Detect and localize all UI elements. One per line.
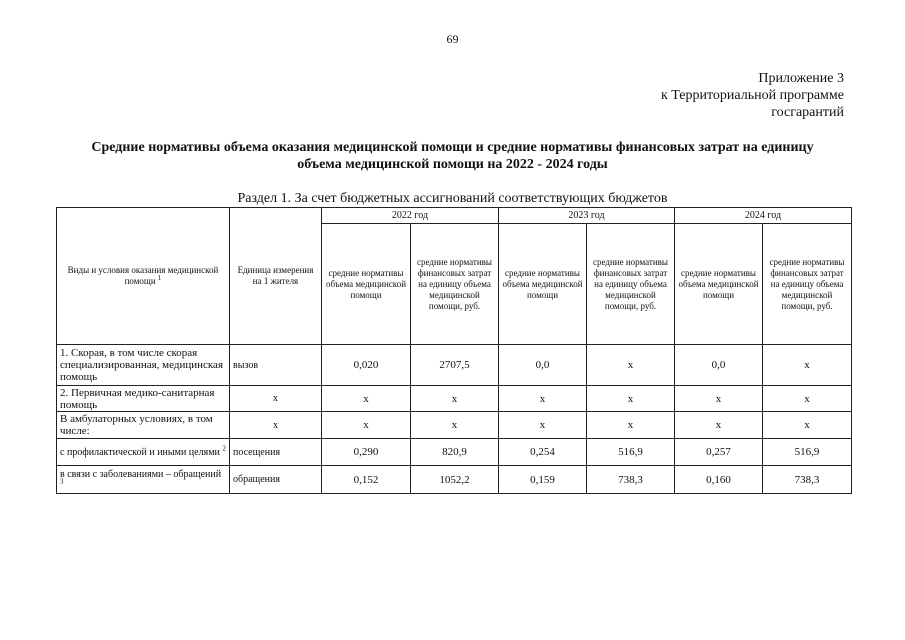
value-cost-2024: 738,3 — [763, 466, 852, 494]
appendix-line-3: госгарантий — [771, 105, 844, 120]
value-volume-2023: 0,0 — [499, 345, 587, 386]
table-row-ambulance — [57, 345, 852, 386]
value-volume-2024: х — [675, 412, 763, 439]
row-unit: вызов — [230, 345, 322, 386]
value-volume-2024: 0,0 — [675, 345, 763, 386]
value-volume-2024: 0,257 — [675, 439, 763, 466]
value-volume-2024: х — [675, 386, 763, 412]
value-volume-2022: 0,152 — [322, 466, 411, 494]
header-year-2023: 2023 год — [499, 208, 675, 224]
appendix-line-1: Приложение 3 — [758, 71, 844, 86]
title-line-1: Средние нормативы объема оказания медицинской помощи и средние нормативы финансовых затрат на единицу — [91, 140, 814, 155]
section-title: Раздел 1. За счет бюджетных ассигнований соответствующих бюджетов — [237, 191, 668, 206]
header-cost-2023: средние нормативы финансовых затрат на единицу объема медицинской помощи, руб. — [587, 224, 675, 345]
value-cost-2022: х — [411, 386, 499, 412]
value-volume-2023: х — [499, 386, 587, 412]
header-kinds-text: Виды и условия оказания медицинской помощи — [67, 265, 219, 286]
row-label — [57, 439, 230, 466]
header-kinds — [57, 208, 230, 345]
header-year-2022: 2022 год — [322, 208, 499, 224]
header-cost-2024: средние нормативы финансовых затрат на единицу объема медицинской помощи, руб. — [763, 224, 852, 345]
row-unit: х — [230, 412, 322, 439]
value-cost-2022: 1052,2 — [411, 466, 499, 494]
appendix-caption — [661, 70, 844, 121]
row-label-text: с профилактической и иными целями — [60, 446, 220, 458]
footnote-mark: 2 — [222, 444, 226, 453]
value-volume-2022: х — [322, 412, 411, 439]
value-cost-2022: 820,9 — [411, 439, 499, 466]
row-label-text: в связи с заболеваниями – обращений — [60, 468, 222, 480]
header-cost-2022: средние нормативы финансовых затрат на единицу объема медицинской помощи, руб. — [411, 224, 499, 345]
value-volume-2023: 0,254 — [499, 439, 587, 466]
value-volume-2022: х — [322, 386, 411, 412]
value-volume-2023: 0,159 — [499, 466, 587, 494]
row-label: 2. Первичная медико-санитарная помощь — [57, 386, 230, 412]
header-volume-2022: средние нормативы объема медицинской помощи — [322, 224, 411, 345]
value-cost-2024: 516,9 — [763, 439, 852, 466]
table-row-disease — [57, 466, 852, 494]
table-row-primary-care — [57, 386, 852, 412]
row-unit: х — [230, 386, 322, 412]
title-line-2: объема медицинской помощи на 2022 - 2024 годы — [297, 157, 608, 172]
row-label: В амбулаторных условиях, в том числе: — [57, 412, 230, 439]
row-unit: посещения — [230, 439, 322, 466]
value-cost-2024: х — [763, 345, 852, 386]
header-unit: Единица измерения на 1 жителя — [230, 208, 322, 345]
row-label: 1. Скорая, в том числе скорая специализированная, медицинская помощь — [57, 345, 230, 386]
value-cost-2024: х — [763, 412, 852, 439]
value-cost-2024: х — [763, 386, 852, 412]
value-volume-2024: 0,160 — [675, 466, 763, 494]
value-cost-2023: 738,3 — [587, 466, 675, 494]
header-volume-2024: средние нормативы объема медицинской помощи — [675, 224, 763, 345]
value-volume-2022: 0,020 — [322, 345, 411, 386]
value-cost-2023: х — [587, 345, 675, 386]
value-volume-2023: х — [499, 412, 587, 439]
header-volume-2023: средние нормативы объема медицинской помощи — [499, 224, 587, 345]
footnote-mark: 3 — [60, 477, 64, 486]
header-kinds-sup: 1 — [157, 274, 162, 282]
table-row-preventive — [57, 439, 852, 466]
value-cost-2022: 2707,5 — [411, 345, 499, 386]
page-number: 69 — [446, 32, 459, 46]
row-unit: обращения — [230, 466, 322, 494]
document-title — [40, 139, 865, 173]
value-cost-2023: 516,9 — [587, 439, 675, 466]
appendix-line-2: к Территориальной программе — [660, 88, 844, 103]
table-row-outpatient — [57, 412, 852, 439]
value-cost-2023: х — [587, 412, 675, 439]
value-cost-2022: х — [411, 412, 499, 439]
norms-table — [56, 207, 852, 494]
value-volume-2022: 0,290 — [322, 439, 411, 466]
value-cost-2023: х — [587, 386, 675, 412]
header-year-2024: 2024 год — [675, 208, 852, 224]
row-label — [57, 466, 230, 494]
